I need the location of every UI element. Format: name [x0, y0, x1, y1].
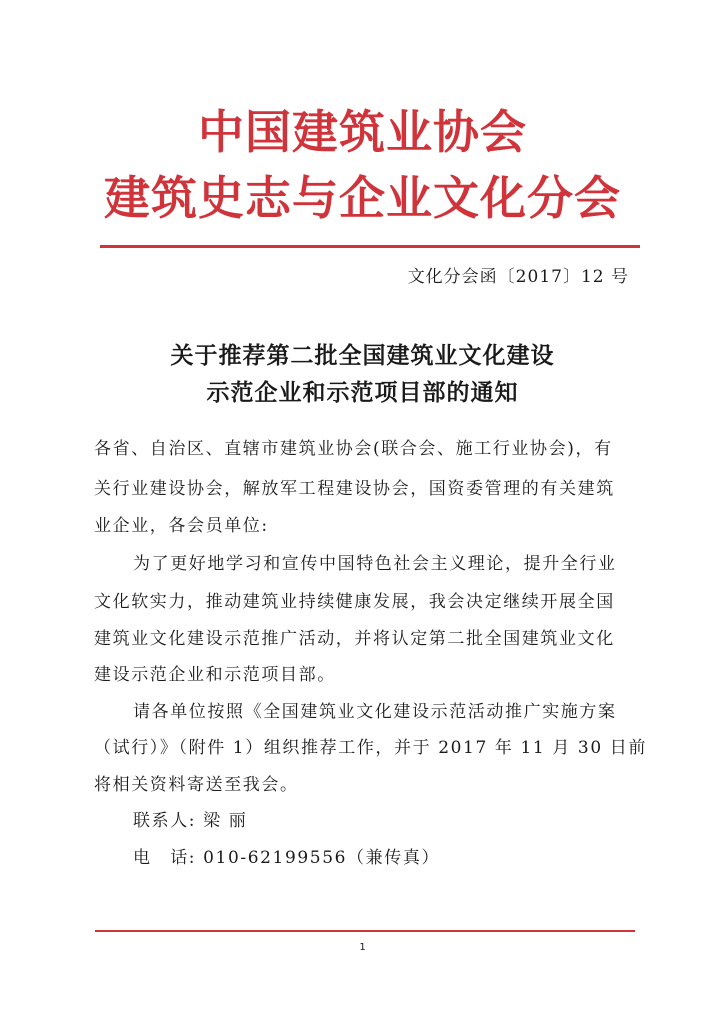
paragraph-line: 为了更好地学习和宣传中国特色社会主义理论，提升全行业	[133, 554, 617, 574]
paragraph-line: 请各单位按照《全国建筑业文化建设示范活动推广实施方案	[133, 702, 617, 722]
contact-person: 联系人: 梁 丽	[133, 811, 248, 831]
addressee-line: 业企业，各会员单位:	[94, 516, 269, 536]
org-name-line1: 中国建筑业协会	[198, 105, 527, 159]
document-number: 文化分会函〔2017〕12 号	[407, 267, 629, 287]
document-title-line1: 关于推荐第二批全国建筑业文化建设	[170, 343, 555, 369]
paragraph-line: （试行）》（附件 1）组织推荐工作，并于 2017 年 11 月 30 日前	[94, 738, 647, 758]
addressee-line: 各省、自治区、直辖市建筑业协会(联合会、施工行业协会)，有	[94, 439, 613, 459]
document-title-line2: 示范企业和示范项目部的通知	[206, 380, 519, 406]
addressee-line: 关行业建设协会，解放军工程建设协会，国资委管理的有关建筑	[94, 479, 615, 499]
org-name-line2: 建筑史志与企业文化分会	[104, 171, 621, 225]
paragraph-line: 将相关资料寄送至我会。	[94, 775, 299, 795]
contact-phone: 电 话: 010-62199556（兼传真）	[133, 848, 441, 868]
page-number: 1	[359, 942, 366, 953]
paragraph-line: 文化软实力，推动建筑业持续健康发展，我会决定继续开展全国	[94, 592, 615, 612]
paragraph-line: 建筑业文化建设示范推广活动，并将认定第二批全国建筑业文化	[94, 629, 615, 649]
footer-red-rule	[95, 930, 635, 932]
paragraph-line: 建设示范企业和示范项目部。	[94, 665, 336, 685]
header-red-rule	[100, 245, 640, 248]
